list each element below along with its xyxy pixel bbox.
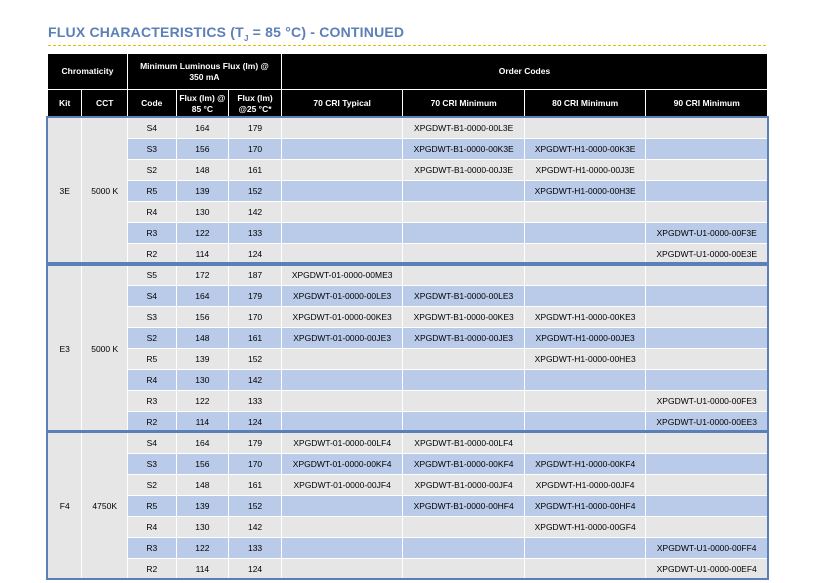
header-kit: Kit [48, 90, 82, 118]
row-90-cri-minimum [646, 160, 768, 181]
row-70-cri-minimum: XPGDWT-B1-0000-00JF4 [403, 475, 525, 496]
row-flux-25: 133 [229, 223, 282, 244]
table-row [48, 538, 768, 559]
row-90-cri-minimum [646, 328, 768, 349]
row-70-cri-typical: XPGDWT-01-0000-00KE3 [281, 307, 403, 328]
row-code: S3 [127, 139, 176, 160]
row-70-cri-typical [281, 139, 403, 160]
row-90-cri-minimum [646, 286, 768, 307]
row-70-cri-typical [281, 118, 403, 139]
row-80-cri-minimum: XPGDWT-H1-0000-00JE3 [524, 328, 646, 349]
row-70-cri-typical [281, 391, 403, 412]
row-flux-85: 114 [176, 559, 229, 580]
row-80-cri-minimum: XPGDWT-H1-0000-00HE3 [524, 349, 646, 370]
flux-table-body [48, 118, 768, 580]
row-70-cri-typical: XPGDWT-01-0000-00JE3 [281, 328, 403, 349]
row-flux-85: 164 [176, 286, 229, 307]
row-90-cri-minimum: XPGDWT-U1-0000-00FE3 [646, 391, 768, 412]
row-80-cri-minimum [524, 412, 646, 433]
row-flux-85: 130 [176, 370, 229, 391]
header-90-cri-minimum: 90 CRI Minimum [646, 90, 768, 118]
row-90-cri-minimum [646, 118, 768, 139]
row-flux-25: 142 [229, 517, 282, 538]
row-code: S2 [127, 160, 176, 181]
table-row [48, 139, 768, 160]
row-90-cri-minimum [646, 139, 768, 160]
header-70-cri-typical: 70 CRI Typical [281, 90, 403, 118]
cct-cell: 5000 K [82, 118, 128, 265]
row-90-cri-minimum [646, 349, 768, 370]
row-flux-85: 130 [176, 202, 229, 223]
table-row [48, 223, 768, 244]
row-70-cri-minimum: XPGDWT-B1-0000-00HF4 [403, 496, 525, 517]
row-70-cri-typical: XPGDWT-01-0000-00JF4 [281, 475, 403, 496]
row-code: S3 [127, 307, 176, 328]
row-90-cri-minimum [646, 454, 768, 475]
table-row [48, 160, 768, 181]
title-suffix: = 85 °C) - CONTINUED [248, 24, 405, 40]
row-flux-85: 164 [176, 118, 229, 139]
row-flux-25: 161 [229, 160, 282, 181]
row-flux-85: 139 [176, 349, 229, 370]
table-row [48, 475, 768, 496]
row-70-cri-minimum [403, 181, 525, 202]
row-90-cri-minimum [646, 517, 768, 538]
row-70-cri-typical [281, 202, 403, 223]
row-flux-25: 124 [229, 244, 282, 265]
row-70-cri-typical: XPGDWT-01-0000-00LF4 [281, 433, 403, 454]
row-70-cri-typical [281, 223, 403, 244]
row-90-cri-minimum [646, 202, 768, 223]
row-flux-25: 142 [229, 202, 282, 223]
row-90-cri-minimum: XPGDWT-U1-0000-00EE3 [646, 412, 768, 433]
row-flux-25: 170 [229, 307, 282, 328]
row-flux-25: 179 [229, 118, 282, 139]
row-flux-85: 114 [176, 244, 229, 265]
row-70-cri-typical [281, 349, 403, 370]
row-90-cri-minimum [646, 370, 768, 391]
table-row [48, 286, 768, 307]
cct-cell: 5000 K [82, 265, 128, 433]
row-code: R4 [127, 517, 176, 538]
row-flux-85: 139 [176, 496, 229, 517]
row-80-cri-minimum [524, 559, 646, 580]
row-70-cri-minimum [403, 265, 525, 286]
row-flux-85: 156 [176, 139, 229, 160]
row-flux-25: 133 [229, 538, 282, 559]
table-row [48, 244, 768, 265]
row-flux-25: 152 [229, 496, 282, 517]
title-prefix: FLUX CHARACTERISTICS (T [48, 24, 244, 40]
row-flux-85: 156 [176, 307, 229, 328]
cct-cell: 4750K [82, 433, 128, 580]
header-min-flux: Minimum Luminous Flux (lm) @ 350 mA [127, 54, 281, 90]
row-code: R5 [127, 181, 176, 202]
row-80-cri-minimum: XPGDWT-H1-0000-00KF4 [524, 454, 646, 475]
row-80-cri-minimum [524, 202, 646, 223]
row-code: R2 [127, 244, 176, 265]
row-70-cri-typical [281, 538, 403, 559]
kit-cell: F4 [48, 433, 82, 580]
row-70-cri-typical: XPGDWT-01-0000-00LE3 [281, 286, 403, 307]
table-row [48, 496, 768, 517]
row-flux-85: 139 [176, 181, 229, 202]
row-70-cri-minimum: XPGDWT-B1-0000-00K3E [403, 139, 525, 160]
row-flux-25: 170 [229, 139, 282, 160]
table-row [48, 349, 768, 370]
row-flux-25: 170 [229, 454, 282, 475]
row-90-cri-minimum [646, 265, 768, 286]
row-80-cri-minimum: XPGDWT-H1-0000-00KE3 [524, 307, 646, 328]
row-90-cri-minimum: XPGDWT-U1-0000-00FF4 [646, 538, 768, 559]
row-70-cri-minimum [403, 223, 525, 244]
row-70-cri-typical [281, 496, 403, 517]
row-70-cri-minimum: XPGDWT-B1-0000-00KE3 [403, 307, 525, 328]
row-70-cri-minimum [403, 202, 525, 223]
table-row [48, 559, 768, 580]
table-row [48, 370, 768, 391]
row-code: S3 [127, 454, 176, 475]
row-70-cri-typical [281, 181, 403, 202]
row-80-cri-minimum: XPGDWT-H1-0000-00JF4 [524, 475, 646, 496]
table-row [48, 307, 768, 328]
row-flux-85: 114 [176, 412, 229, 433]
row-flux-85: 130 [176, 517, 229, 538]
row-flux-85: 148 [176, 475, 229, 496]
row-70-cri-minimum [403, 559, 525, 580]
row-80-cri-minimum: XPGDWT-H1-0000-00HF4 [524, 496, 646, 517]
row-flux-85: 122 [176, 538, 229, 559]
row-90-cri-minimum: XPGDWT-U1-0000-00EF4 [646, 559, 768, 580]
row-flux-25: 133 [229, 391, 282, 412]
row-flux-85: 122 [176, 391, 229, 412]
flux-table [47, 53, 768, 580]
row-flux-25: 161 [229, 475, 282, 496]
row-70-cri-minimum: XPGDWT-B1-0000-00LE3 [403, 286, 525, 307]
row-70-cri-minimum: XPGDWT-B1-0000-00JE3 [403, 328, 525, 349]
row-90-cri-minimum [646, 475, 768, 496]
row-90-cri-minimum [646, 496, 768, 517]
row-70-cri-typical [281, 559, 403, 580]
row-70-cri-typical [281, 370, 403, 391]
row-80-cri-minimum: XPGDWT-H1-0000-00GF4 [524, 517, 646, 538]
header-flux-25: Flux (lm) @25 °C* [229, 90, 282, 118]
header-80-cri-minimum: 80 CRI Minimum [524, 90, 646, 118]
row-70-cri-minimum [403, 517, 525, 538]
row-80-cri-minimum [524, 538, 646, 559]
row-80-cri-minimum [524, 370, 646, 391]
row-flux-85: 148 [176, 160, 229, 181]
row-code: R5 [127, 496, 176, 517]
header-cct: CCT [82, 90, 128, 118]
row-80-cri-minimum [524, 244, 646, 265]
row-80-cri-minimum [524, 286, 646, 307]
table-row [48, 391, 768, 412]
row-code: R2 [127, 559, 176, 580]
row-code: R5 [127, 349, 176, 370]
row-90-cri-minimum [646, 181, 768, 202]
row-70-cri-minimum: XPGDWT-B1-0000-00LF4 [403, 433, 525, 454]
row-code: S4 [127, 286, 176, 307]
table-row [48, 454, 768, 475]
row-code: R4 [127, 202, 176, 223]
row-70-cri-minimum: XPGDWT-B1-0000-00J3E [403, 160, 525, 181]
row-code: S2 [127, 475, 176, 496]
row-flux-25: 161 [229, 328, 282, 349]
row-80-cri-minimum [524, 265, 646, 286]
row-flux-85: 148 [176, 328, 229, 349]
row-80-cri-minimum: XPGDWT-H1-0000-00H3E [524, 181, 646, 202]
row-flux-25: 152 [229, 181, 282, 202]
row-flux-25: 124 [229, 559, 282, 580]
row-70-cri-minimum [403, 391, 525, 412]
kit-cell: E3 [48, 265, 82, 433]
kit-cell: 3E [48, 118, 82, 265]
header-order-codes: Order Codes [281, 54, 767, 90]
row-code: S4 [127, 433, 176, 454]
table-row [48, 517, 768, 538]
row-flux-85: 172 [176, 265, 229, 286]
row-70-cri-typical: XPGDWT-01-0000-00ME3 [281, 265, 403, 286]
row-70-cri-typical [281, 160, 403, 181]
table-row [48, 265, 768, 286]
row-code: R2 [127, 412, 176, 433]
row-70-cri-minimum: XPGDWT-B1-0000-00L3E [403, 118, 525, 139]
title-subscript: J [243, 33, 249, 43]
row-flux-85: 156 [176, 454, 229, 475]
row-80-cri-minimum: XPGDWT-H1-0000-00K3E [524, 139, 646, 160]
row-70-cri-minimum [403, 370, 525, 391]
row-flux-85: 122 [176, 223, 229, 244]
row-70-cri-typical [281, 517, 403, 538]
row-code: R3 [127, 391, 176, 412]
table-row [48, 412, 768, 433]
row-code: R3 [127, 538, 176, 559]
header-flux-85: Flux (lm) @ 85 °C [176, 90, 229, 118]
row-flux-25: 179 [229, 286, 282, 307]
row-70-cri-typical: XPGDWT-01-0000-00KF4 [281, 454, 403, 475]
row-flux-25: 152 [229, 349, 282, 370]
table-row [48, 181, 768, 202]
header-code: Code [127, 90, 176, 118]
row-80-cri-minimum [524, 223, 646, 244]
row-70-cri-minimum [403, 538, 525, 559]
row-flux-25: 179 [229, 433, 282, 454]
table-row [48, 118, 768, 139]
page-title [48, 24, 404, 43]
row-code: S5 [127, 265, 176, 286]
title-divider [48, 45, 766, 46]
row-flux-25: 142 [229, 370, 282, 391]
table-row [48, 328, 768, 349]
row-90-cri-minimum [646, 433, 768, 454]
row-code: R4 [127, 370, 176, 391]
row-code: R3 [127, 223, 176, 244]
table-row [48, 202, 768, 223]
row-90-cri-minimum: XPGDWT-U1-0000-00F3E [646, 223, 768, 244]
table-row [48, 433, 768, 454]
row-70-cri-minimum [403, 412, 525, 433]
header-70-cri-minimum: 70 CRI Minimum [403, 90, 525, 118]
row-flux-25: 187 [229, 265, 282, 286]
row-flux-85: 164 [176, 433, 229, 454]
header-chromaticity: Chromaticity [48, 54, 128, 90]
row-70-cri-typical [281, 412, 403, 433]
row-80-cri-minimum [524, 391, 646, 412]
row-90-cri-minimum: XPGDWT-U1-0000-00E3E [646, 244, 768, 265]
row-70-cri-minimum [403, 349, 525, 370]
row-70-cri-typical [281, 244, 403, 265]
row-80-cri-minimum [524, 433, 646, 454]
row-code: S2 [127, 328, 176, 349]
row-flux-25: 124 [229, 412, 282, 433]
row-70-cri-minimum [403, 244, 525, 265]
row-80-cri-minimum [524, 118, 646, 139]
row-80-cri-minimum: XPGDWT-H1-0000-00J3E [524, 160, 646, 181]
row-code: S4 [127, 118, 176, 139]
row-70-cri-minimum: XPGDWT-B1-0000-00KF4 [403, 454, 525, 475]
row-90-cri-minimum [646, 307, 768, 328]
